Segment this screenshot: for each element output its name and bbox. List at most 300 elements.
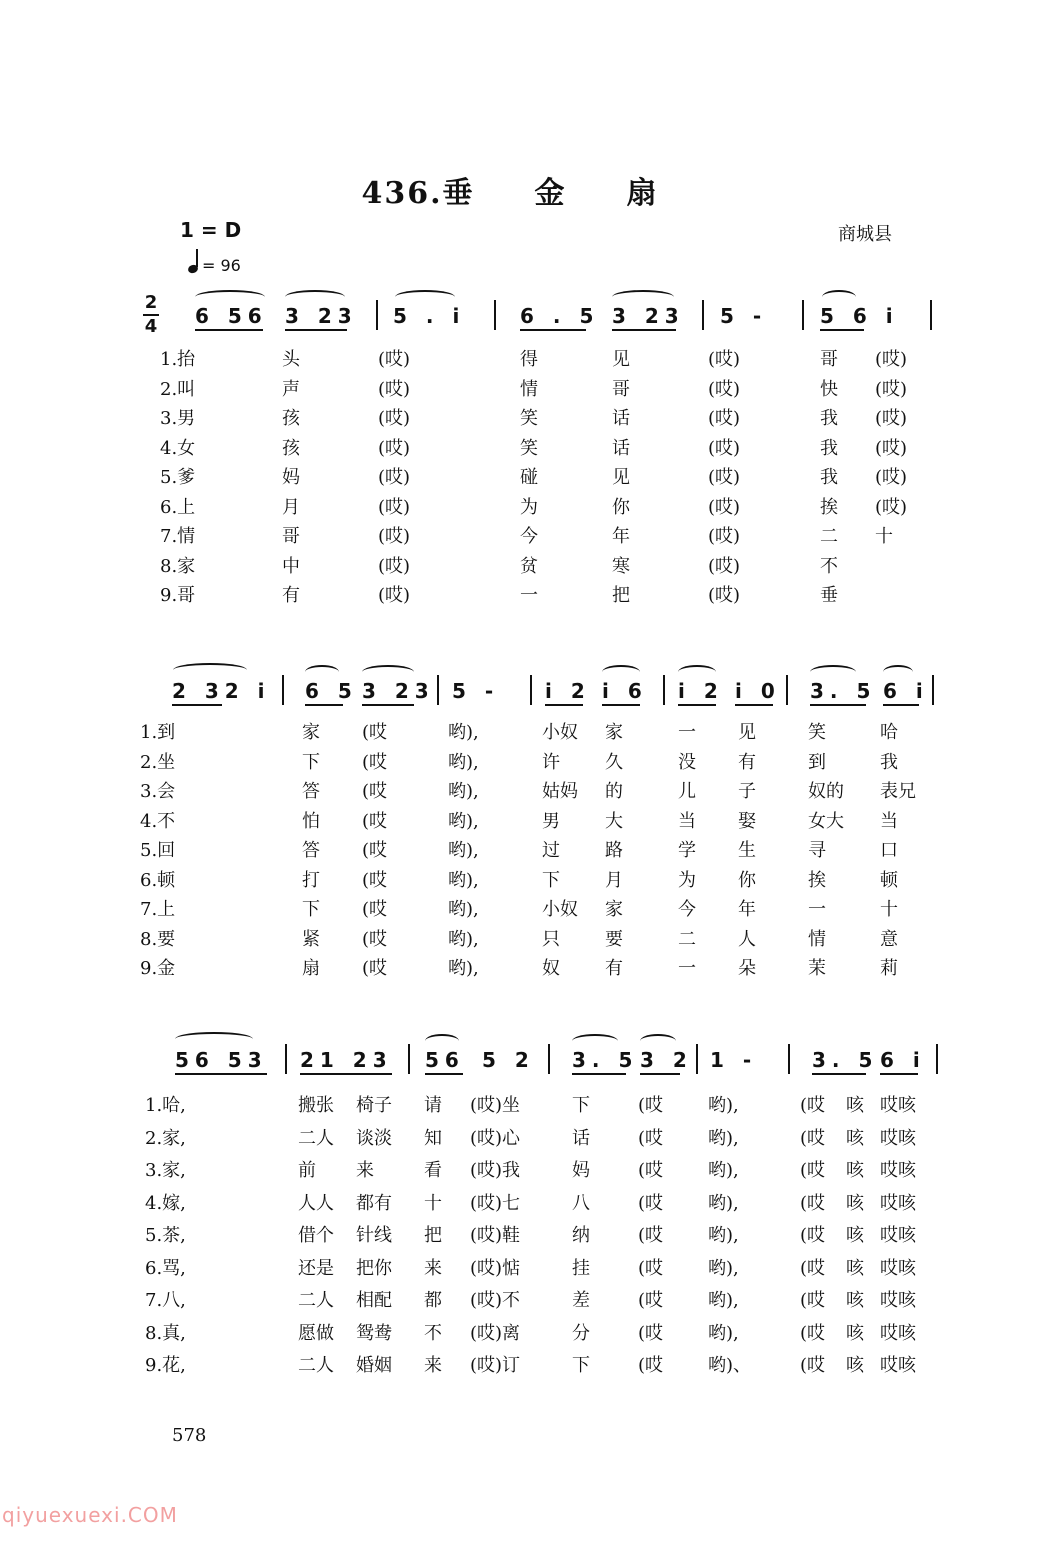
- bar-line: [932, 675, 934, 705]
- lyric-syllable: 朵: [738, 958, 756, 979]
- lyric-syllable: 情: [520, 378, 538, 400]
- lyrics-line: [0, 1254, 1062, 1282]
- lyric-syllable: 下: [302, 899, 320, 920]
- lyric-syllable: (哎)惦: [470, 1257, 521, 1279]
- lyric-syllable: 只: [542, 928, 560, 950]
- lyric-syllable: 哟),: [448, 751, 479, 773]
- beam-line: [520, 329, 586, 331]
- watermark-text: qiyuexuexi.COM: [2, 1503, 178, 1527]
- lyric-syllable: 哟),: [448, 722, 479, 743]
- lyric-syllable: 话: [572, 1127, 590, 1149]
- lyric-syllable: 咳: [846, 1127, 864, 1149]
- lyric-syllable: (哎)坐: [470, 1095, 521, 1116]
- slur-mark: [640, 1034, 676, 1048]
- lyric-syllable: 7.情: [160, 526, 196, 547]
- lyric-syllable: (哎: [800, 1322, 826, 1344]
- lyric-syllable: 的: [605, 781, 623, 802]
- notes-group: i 2: [545, 679, 591, 703]
- lyric-syllable: 贫: [520, 555, 538, 577]
- lyric-syllable: 来: [424, 1355, 442, 1376]
- lyric-syllable: 二人: [298, 1290, 334, 1311]
- slur-mark: [612, 290, 674, 304]
- notes-group: 5 6 i: [820, 304, 899, 328]
- time-signature-bottom: 4: [144, 316, 158, 337]
- lyric-syllable: (哎: [800, 1225, 826, 1246]
- lyric-syllable: 看: [424, 1160, 442, 1181]
- lyric-syllable: 咳: [846, 1355, 864, 1376]
- slur-mark: [195, 290, 265, 304]
- lyric-syllable: 意: [880, 928, 898, 950]
- lyric-syllable: 下: [572, 1355, 590, 1376]
- lyric-syllable: 把你: [356, 1257, 392, 1279]
- lyric-syllable: 二: [820, 526, 838, 547]
- lyrics-line: [0, 718, 1062, 746]
- title-char-2: 金: [534, 176, 567, 211]
- lyric-syllable: 寻: [808, 840, 826, 861]
- lyric-syllable: 一: [520, 585, 538, 606]
- lyric-syllable: 月: [605, 869, 623, 891]
- lyric-syllable: (哎): [708, 526, 741, 547]
- lyric-syllable: 哟),: [448, 840, 479, 861]
- lyric-syllable: 一: [808, 899, 826, 920]
- lyric-syllable: 哎咳: [880, 1192, 916, 1214]
- page-title: [0, 168, 1020, 212]
- lyric-syllable: 儿: [678, 781, 696, 802]
- lyric-syllable: 我: [820, 437, 838, 459]
- lyric-syllable: 哟),: [448, 928, 479, 950]
- lyric-syllable: 3.男: [160, 408, 196, 429]
- title-number: 436.: [361, 176, 443, 211]
- lyric-syllable: 4.女: [160, 437, 196, 459]
- lyric-syllable: (哎: [800, 1257, 826, 1279]
- lyric-syllable: 1.抬: [160, 349, 196, 370]
- lyric-syllable: 挨: [820, 496, 838, 518]
- lyric-syllable: 娶: [738, 810, 756, 832]
- slur-mark: [883, 665, 913, 679]
- lyric-syllable: 5.爹: [160, 467, 196, 488]
- lyric-syllable: 来: [356, 1160, 374, 1181]
- lyric-syllable: (哎: [638, 1355, 664, 1376]
- lyric-syllable: 6.上: [160, 496, 196, 518]
- notes-group: 3 23: [285, 304, 358, 328]
- lyric-syllable: 针线: [356, 1225, 392, 1246]
- lyric-syllable: 口: [880, 840, 898, 861]
- lyric-syllable: (哎: [638, 1322, 664, 1344]
- lyric-syllable: 没: [678, 751, 696, 773]
- bar-line: [548, 1044, 550, 1074]
- notes-group: 6 i: [883, 679, 929, 703]
- lyric-syllable: 哟),: [448, 958, 479, 979]
- lyric-syllable: (哎): [708, 555, 741, 577]
- lyric-syllable: (哎): [708, 378, 741, 400]
- lyric-syllable: 挨: [808, 869, 826, 891]
- lyric-syllable: 得: [520, 349, 538, 370]
- lyric-syllable: 年: [612, 526, 630, 547]
- bar-line: [696, 1044, 698, 1074]
- lyric-syllable: (哎: [800, 1095, 826, 1116]
- lyric-syllable: (哎)鞋: [470, 1225, 521, 1246]
- bar-line: [802, 300, 804, 330]
- lyric-syllable: (哎): [875, 378, 908, 400]
- notes-group: i 0: [735, 679, 781, 703]
- lyric-syllable: 子: [738, 781, 756, 802]
- lyric-syllable: (哎): [708, 496, 741, 518]
- lyric-syllable: 茉: [808, 958, 826, 979]
- lyric-syllable: (哎): [708, 408, 741, 429]
- bar-line: [936, 1044, 938, 1074]
- lyrics-line: [0, 1221, 1062, 1249]
- lyric-syllable: 哟),: [708, 1192, 739, 1214]
- lyric-syllable: (哎)不: [470, 1290, 521, 1311]
- beam-line: [640, 1073, 680, 1075]
- lyric-syllable: 打: [302, 869, 320, 891]
- lyric-syllable: 过: [542, 840, 560, 861]
- lyric-syllable: 有: [605, 958, 623, 979]
- beam-line: [425, 1073, 463, 1075]
- lyric-syllable: (哎: [638, 1225, 664, 1246]
- notes-group: 6 56: [195, 304, 268, 328]
- lyric-syllable: 今: [678, 899, 696, 920]
- lyric-syllable: 头: [282, 349, 300, 370]
- title-char-1: 垂: [442, 176, 475, 211]
- bar-line: [282, 675, 284, 705]
- lyric-syllable: 家: [302, 722, 320, 743]
- lyric-syllable: (哎): [378, 408, 411, 429]
- lyric-syllable: 要: [605, 928, 623, 950]
- bar-line: [530, 675, 532, 705]
- beam-line: [362, 704, 414, 706]
- lyric-syllable: 6.顿: [140, 869, 176, 891]
- lyric-syllable: 1.到: [140, 722, 176, 743]
- slur-mark: [822, 290, 856, 304]
- lyric-syllable: 哟),: [708, 1225, 739, 1246]
- lyric-syllable: (哎)心: [470, 1127, 521, 1149]
- lyric-syllable: (哎: [800, 1160, 826, 1181]
- lyric-syllable: 8.真,: [145, 1322, 186, 1344]
- lyrics-line: [0, 777, 1062, 805]
- lyric-syllable: 8.要: [140, 928, 176, 950]
- lyric-syllable: 哟),: [708, 1257, 739, 1279]
- beam-line: [883, 704, 919, 706]
- lyric-syllable: (哎): [378, 555, 411, 577]
- lyric-syllable: 声: [282, 378, 300, 400]
- lyric-syllable: (哎)七: [470, 1192, 521, 1214]
- lyric-syllable: (哎)订: [470, 1355, 521, 1376]
- lyric-syllable: 哎咳: [880, 1355, 916, 1376]
- lyric-syllable: 答: [302, 781, 320, 802]
- lyric-syllable: (哎): [708, 349, 741, 370]
- slur-mark: [285, 290, 345, 304]
- bar-line: [494, 300, 496, 330]
- notes-group: 3. 5: [572, 1048, 639, 1072]
- lyric-syllable: (哎: [362, 751, 388, 773]
- lyrics-line: [0, 434, 1062, 462]
- lyric-syllable: 把: [612, 585, 630, 606]
- lyric-syllable: (哎: [362, 781, 388, 802]
- slur-mark: [810, 665, 856, 679]
- beam-line: [678, 704, 716, 706]
- lyric-syllable: 二人: [298, 1127, 334, 1149]
- lyric-syllable: (哎): [875, 496, 908, 518]
- lyric-syllable: 见: [738, 722, 756, 743]
- lyric-syllable: 知: [424, 1127, 442, 1149]
- lyric-syllable: 见: [612, 349, 630, 370]
- lyric-syllable: (哎: [638, 1160, 664, 1181]
- lyric-syllable: 你: [738, 869, 756, 891]
- lyric-syllable: 男: [542, 810, 560, 832]
- lyric-syllable: (哎: [638, 1095, 664, 1116]
- lyric-syllable: 有: [282, 585, 300, 606]
- beam-line: [545, 704, 583, 706]
- lyric-syllable: 哟),: [708, 1322, 739, 1344]
- staff-system-3: [0, 1042, 1062, 1082]
- lyric-syllable: 相配: [356, 1290, 392, 1311]
- lyric-syllable: 4.嫁,: [145, 1192, 186, 1214]
- lyric-syllable: 哟),: [708, 1127, 739, 1149]
- lyric-syllable: 咳: [846, 1095, 864, 1116]
- lyric-syllable: 十: [424, 1192, 442, 1214]
- slur-mark: [678, 665, 716, 679]
- lyrics-line: [0, 1156, 1062, 1184]
- beam-line: [305, 704, 343, 706]
- notes-group: 21 23: [300, 1048, 393, 1072]
- bar-line: [663, 675, 665, 705]
- notes-group: 56: [425, 1048, 465, 1072]
- lyric-syllable: 当: [880, 810, 898, 832]
- lyric-syllable: 家: [605, 722, 623, 743]
- notes-group: 3 2: [640, 1048, 693, 1072]
- lyric-syllable: 8.家: [160, 555, 196, 577]
- lyrics-line: [0, 1124, 1062, 1152]
- lyric-syllable: 生: [738, 840, 756, 861]
- lyric-syllable: 哥: [820, 349, 838, 370]
- lyric-syllable: 二人: [298, 1355, 334, 1376]
- lyric-syllable: 下: [542, 869, 560, 891]
- lyrics-line: [0, 748, 1062, 776]
- notes-group: i 6: [602, 679, 648, 703]
- bar-line: [285, 1044, 287, 1074]
- lyric-syllable: 紧: [302, 928, 320, 950]
- lyrics-line: [0, 925, 1062, 953]
- lyric-syllable: 哎咳: [880, 1127, 916, 1149]
- lyric-syllable: 哟),: [708, 1160, 739, 1181]
- lyric-syllable: 当: [678, 810, 696, 832]
- bar-line: [786, 675, 788, 705]
- lyrics-line: [0, 1189, 1062, 1217]
- note-stem-icon: [196, 249, 198, 267]
- notes-group: 6 . 5: [520, 304, 600, 328]
- lyrics-line: [0, 1091, 1062, 1119]
- lyric-syllable: 一: [678, 722, 696, 743]
- lyric-syllable: 借个: [298, 1225, 334, 1246]
- lyric-syllable: (哎): [875, 349, 908, 370]
- lyric-syllable: (哎: [638, 1257, 664, 1279]
- slur-mark: [395, 290, 455, 304]
- bar-line: [930, 300, 932, 330]
- tempo-marking: [188, 253, 241, 275]
- lyric-syllable: 2.叫: [160, 378, 196, 400]
- lyric-syllable: 人人: [298, 1192, 334, 1214]
- lyrics-line: [0, 404, 1062, 432]
- lyric-syllable: 9.金: [140, 958, 176, 979]
- lyric-syllable: (哎): [378, 526, 411, 547]
- lyric-syllable: 情: [808, 928, 826, 950]
- lyric-syllable: 今: [520, 526, 538, 547]
- lyric-syllable: (哎): [378, 437, 411, 459]
- lyric-syllable: (哎: [362, 928, 388, 950]
- bar-line: [788, 1044, 790, 1074]
- lyric-syllable: 碰: [520, 467, 538, 488]
- lyric-syllable: 小奴: [542, 722, 578, 743]
- lyric-syllable: (哎: [362, 869, 388, 891]
- lyric-syllable: 椅子: [356, 1095, 392, 1116]
- lyric-syllable: 哟),: [448, 781, 479, 802]
- key-signature: 1 = D: [180, 218, 242, 242]
- lyric-syllable: (哎: [638, 1192, 664, 1214]
- lyrics-line: [0, 954, 1062, 982]
- beam-line: [810, 704, 866, 706]
- slur-mark: [425, 1034, 459, 1048]
- lyric-syllable: 奴: [542, 958, 560, 979]
- lyrics-line: [0, 1286, 1062, 1314]
- slur-mark: [362, 665, 414, 679]
- lyric-syllable: 人: [738, 928, 756, 950]
- beam-line: [602, 704, 640, 706]
- lyric-syllable: (哎: [362, 958, 388, 979]
- beam-line: [285, 329, 347, 331]
- lyric-syllable: 咳: [846, 1257, 864, 1279]
- lyric-syllable: 十: [875, 526, 893, 547]
- bar-line: [376, 300, 378, 330]
- lyrics-line: [0, 552, 1062, 580]
- lyrics-line: [0, 522, 1062, 550]
- lyric-syllable: (哎): [875, 408, 908, 429]
- lyric-syllable: 妈: [572, 1160, 590, 1181]
- lyric-syllable: 小奴: [542, 899, 578, 920]
- lyric-syllable: 6.骂,: [145, 1257, 186, 1279]
- lyric-syllable: (哎: [800, 1290, 826, 1311]
- lyrics-line: [0, 1351, 1062, 1379]
- notes-group: 1 -: [710, 1048, 758, 1072]
- staff-system-1: [0, 298, 1062, 338]
- lyric-syllable: 哎咳: [880, 1290, 916, 1311]
- lyrics-line: [0, 463, 1062, 491]
- lyric-syllable: 咳: [846, 1225, 864, 1246]
- notes-group: 5 -: [452, 679, 500, 703]
- lyric-syllable: 中: [282, 555, 300, 577]
- notes-group: 56 53: [175, 1048, 268, 1072]
- title-char-3: 扇: [626, 176, 659, 211]
- lyric-syllable: 鸳鸯: [356, 1322, 392, 1344]
- lyric-syllable: 女大: [808, 810, 844, 832]
- lyric-syllable: 奴的: [808, 781, 844, 802]
- lyric-syllable: (哎: [800, 1127, 826, 1149]
- lyric-syllable: (哎)离: [470, 1322, 521, 1344]
- staff-system-2: [0, 673, 1062, 713]
- lyric-syllable: 姑妈: [542, 781, 578, 802]
- lyric-syllable: 顿: [880, 869, 898, 891]
- lyric-syllable: 哟),: [448, 899, 479, 920]
- lyric-syllable: 请: [424, 1095, 442, 1116]
- beam-line: [175, 1073, 267, 1075]
- lyrics-line: [0, 895, 1062, 923]
- song-origin: 商城县: [838, 224, 892, 245]
- notes-group: 3. 5: [810, 679, 877, 703]
- lyrics-line: [0, 345, 1062, 373]
- lyric-syllable: 哟),: [708, 1290, 739, 1311]
- beam-line: [812, 1073, 866, 1075]
- lyric-syllable: 纳: [572, 1225, 590, 1246]
- slur-mark: [602, 665, 640, 679]
- time-signature-top: 2: [144, 292, 158, 313]
- lyric-syllable: (哎: [800, 1355, 826, 1376]
- lyric-syllable: (哎: [800, 1192, 826, 1214]
- lyric-syllable: 哈: [880, 722, 898, 743]
- lyric-syllable: 还是: [298, 1257, 334, 1279]
- lyric-syllable: 二: [678, 928, 696, 950]
- lyric-syllable: 都: [424, 1290, 442, 1311]
- lyric-syllable: 来: [424, 1257, 442, 1279]
- notes-group: 3. 5: [812, 1048, 879, 1072]
- beam-line: [820, 329, 864, 331]
- lyric-syllable: 我: [880, 751, 898, 773]
- lyric-syllable: 婚姻: [356, 1355, 392, 1376]
- notes-group: 3 23: [362, 679, 435, 703]
- lyric-syllable: 怕: [302, 810, 320, 832]
- bar-line: [408, 1044, 410, 1074]
- lyric-syllable: 大: [605, 810, 623, 832]
- lyric-syllable: 哎咳: [880, 1160, 916, 1181]
- page-number: 578: [172, 1425, 207, 1446]
- lyric-syllable: 孩: [282, 437, 300, 459]
- lyric-syllable: 哎咳: [880, 1257, 916, 1279]
- lyrics-line: [0, 1319, 1062, 1347]
- beam-line: [300, 1073, 392, 1075]
- lyric-syllable: (哎): [378, 378, 411, 400]
- bar-line: [437, 675, 439, 705]
- lyric-syllable: 你: [612, 496, 630, 518]
- beam-line: [195, 329, 263, 331]
- lyric-syllable: 莉: [880, 958, 898, 979]
- slur-mark: [305, 665, 339, 679]
- lyric-syllable: (哎)我: [470, 1160, 521, 1181]
- lyric-syllable: 3.会: [140, 781, 176, 802]
- lyric-syllable: 7.上: [140, 899, 176, 920]
- lyric-syllable: 为: [678, 869, 696, 891]
- lyric-syllable: 路: [605, 840, 623, 861]
- lyric-syllable: (哎): [378, 349, 411, 370]
- lyric-syllable: 答: [302, 840, 320, 861]
- bar-line: [702, 300, 704, 330]
- lyric-syllable: (哎): [378, 467, 411, 488]
- lyric-syllable: 月: [282, 496, 300, 518]
- lyric-syllable: 孩: [282, 408, 300, 429]
- lyric-syllable: (哎: [362, 722, 388, 743]
- lyric-syllable: 寒: [612, 555, 630, 577]
- lyric-syllable: 分: [572, 1322, 590, 1344]
- lyric-syllable: (哎: [362, 899, 388, 920]
- lyric-syllable: 一: [678, 958, 696, 979]
- lyric-syllable: 不: [820, 555, 838, 577]
- lyric-syllable: 表兄: [880, 781, 916, 802]
- lyric-syllable: 十: [880, 899, 898, 920]
- lyric-syllable: 7.八,: [145, 1290, 186, 1311]
- lyric-syllable: 把: [424, 1225, 442, 1246]
- lyric-syllable: 9.花,: [145, 1355, 186, 1376]
- lyric-syllable: 许: [542, 751, 560, 773]
- lyric-syllable: 1.哈,: [145, 1095, 186, 1116]
- lyric-syllable: 笑: [520, 437, 538, 459]
